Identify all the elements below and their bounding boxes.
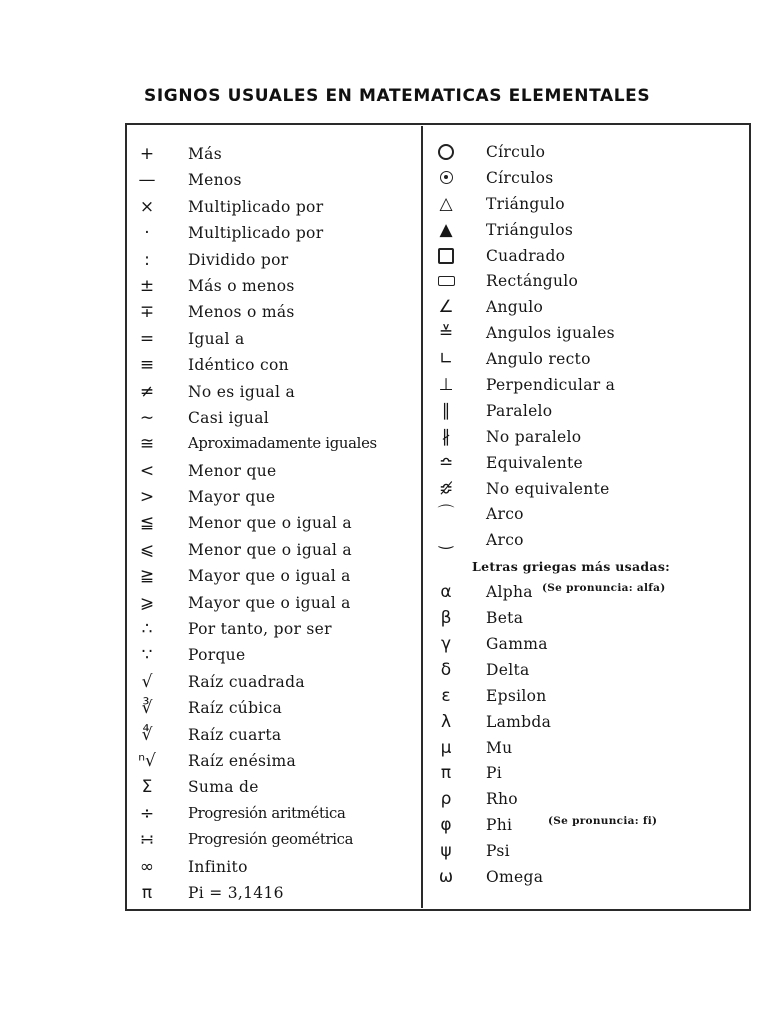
not-equal-icon: ≠ <box>139 381 155 402</box>
item-label: Beta <box>486 609 524 628</box>
psi-icon: ψ <box>440 841 452 862</box>
item-label: Raíz cuadrada <box>188 672 305 691</box>
item-label: Igual a <box>188 329 245 348</box>
item-label: Epsilon <box>486 686 547 705</box>
list-item <box>130 564 418 590</box>
item-label: No paralelo <box>486 427 582 446</box>
item-label: Arco <box>486 505 524 524</box>
item-label: Multiplicado por <box>188 224 324 243</box>
list-item <box>130 617 418 643</box>
omega-icon: ω <box>438 867 454 888</box>
list-item <box>428 761 746 787</box>
infinity-icon: ∞ <box>139 856 155 877</box>
item-label: No es igual a <box>188 382 296 401</box>
item-label: Círculo <box>486 143 546 161</box>
item-label: Menos o más <box>188 303 295 322</box>
colon-icon: : <box>144 249 150 270</box>
list-item <box>130 380 418 406</box>
item-label: Cuadrado <box>486 246 566 265</box>
list-item <box>130 881 418 907</box>
list-item <box>428 347 746 373</box>
item-label: Triángulo <box>486 194 565 213</box>
item-label: Mayor que <box>188 488 276 507</box>
list-item <box>428 787 746 813</box>
item-label: Idéntico con <box>188 356 289 375</box>
pi-icon: π <box>440 763 452 784</box>
item-label: Rho <box>486 790 518 809</box>
item-label: Menor que o igual a <box>188 540 352 559</box>
column-divider <box>421 126 423 908</box>
list-item <box>428 192 746 218</box>
list-item <box>428 451 746 477</box>
item-label: Angulo <box>486 298 544 317</box>
geometric-progression-icon: ∺ <box>139 830 155 851</box>
item-label: No equivalente <box>486 479 610 498</box>
item-label: Paralelo <box>486 401 553 420</box>
list-item <box>428 373 746 399</box>
list-item <box>428 658 746 684</box>
delta-icon: δ <box>440 659 452 680</box>
list-item <box>428 218 746 244</box>
list-item <box>130 432 418 458</box>
list-item <box>130 591 418 617</box>
item-label: Infinito <box>188 857 248 876</box>
epsilon-icon: ε <box>441 685 451 706</box>
greater-equal-icon: ≧ <box>139 566 155 587</box>
list-item <box>130 802 418 828</box>
item-label: Phi <box>486 816 513 835</box>
alpha-icon: α <box>440 582 452 603</box>
list-item <box>130 327 418 353</box>
circles-icon <box>428 166 464 190</box>
item-label: Más <box>188 145 222 163</box>
pi-icon: π <box>141 882 153 903</box>
item-label: Raíz cuarta <box>188 725 282 744</box>
item-label: Suma de <box>188 778 259 797</box>
gamma-icon: γ <box>440 634 452 655</box>
item-label: Mayor que o igual a <box>188 593 351 612</box>
item-label: Rectángulo <box>486 272 579 291</box>
list-item <box>130 643 418 669</box>
item-label: Raíz enésima <box>188 751 297 770</box>
item-label: Angulos iguales <box>486 324 615 343</box>
list-item <box>130 221 418 247</box>
list-item <box>130 168 418 194</box>
perpendicular-icon: ⊥ <box>438 375 454 396</box>
item-label: Gamma <box>486 635 548 654</box>
list-item <box>428 166 746 192</box>
list-item <box>130 696 418 722</box>
item-label: Raíz cúbica <box>188 699 283 718</box>
list-item <box>130 353 418 379</box>
lambda-icon: λ <box>440 711 452 732</box>
item-label: Arco <box>486 531 524 550</box>
sigma-icon: Σ <box>141 777 153 798</box>
not-parallel-icon: ∦ <box>441 426 451 447</box>
equal-angles-icon: ≚ <box>438 323 454 344</box>
item-label: Psi <box>486 842 510 861</box>
triangles-icon: ▲ <box>439 219 453 240</box>
arc-lower-icon: ‿ <box>439 530 453 551</box>
beta-icon: β <box>440 608 452 629</box>
less-equal-icon: ≦ <box>139 513 155 534</box>
list-item <box>428 580 746 606</box>
list-item <box>130 274 418 300</box>
list-item <box>428 425 746 451</box>
item-label: Por tanto, por ser <box>188 620 332 639</box>
rho-icon: ρ <box>440 789 452 810</box>
less-than-icon: < <box>139 460 155 481</box>
item-label: Círculos <box>486 168 554 187</box>
list-item <box>130 142 418 168</box>
list-item <box>130 828 418 854</box>
list-item <box>130 485 418 511</box>
pronunciation-note: (Se pronuncia: fi) <box>548 815 658 828</box>
minus-icon: — <box>138 170 156 191</box>
item-label: Mayor que o igual a <box>188 567 351 586</box>
item-label: Multiplicado por <box>188 197 324 216</box>
item-label: Progresión geométrica <box>188 831 354 849</box>
item-label: Aproximadamente iguales <box>188 435 377 453</box>
list-item <box>428 684 746 710</box>
right-angle-icon: ∟ <box>438 349 454 370</box>
angle-icon: ∠ <box>438 297 454 318</box>
list-item <box>130 248 418 274</box>
list-item <box>428 736 746 762</box>
list-item <box>428 321 746 347</box>
item-label: Omega <box>486 868 544 887</box>
item-label: Perpendicular a <box>486 376 616 395</box>
phi-icon: φ <box>440 815 452 836</box>
tilde-icon: ∼ <box>139 407 155 428</box>
less-equal-slanted-icon: ⩽ <box>139 539 155 560</box>
circle-icon <box>428 140 464 164</box>
item-label: Equivalente <box>486 453 583 472</box>
arc-icon: ⌒ <box>437 504 455 525</box>
list-item <box>130 775 418 801</box>
list-item <box>428 865 746 891</box>
approx-equal-icon: ≅ <box>139 434 155 455</box>
item-label: Pi = 3,1416 <box>188 883 284 902</box>
item-label: Alpha <box>486 583 533 602</box>
square-root-icon: √ <box>141 671 153 692</box>
list-item <box>428 632 746 658</box>
list-item <box>130 538 418 564</box>
pronunciation-note: (Se pronuncia: alfa) <box>542 582 666 595</box>
left-column <box>130 142 418 907</box>
list-item <box>130 855 418 881</box>
list-item <box>130 670 418 696</box>
list-item <box>428 710 746 736</box>
page-title: SIGNOS USUALES EN MATEMATICAS ELEMENTALES <box>144 86 651 106</box>
item-label: Casi igual <box>188 408 269 427</box>
arithmetic-progression-icon: ÷ <box>139 803 155 824</box>
minus-plus-icon: ∓ <box>139 302 155 323</box>
cube-root-icon: ∛ <box>141 698 153 719</box>
list-item <box>130 195 418 221</box>
identical-icon: ≡ <box>139 355 155 376</box>
list-item <box>428 269 746 295</box>
item-label: Menos <box>188 171 242 190</box>
list-item <box>428 813 746 839</box>
list-item <box>130 406 418 432</box>
item-label: Mu <box>486 738 513 757</box>
not-equivalent-icon: ≎̸ <box>438 478 454 499</box>
list-item <box>428 140 746 166</box>
rectangle-icon <box>428 269 464 293</box>
therefore-icon: ∴ <box>141 619 153 640</box>
nth-root-icon: ⁿ√ <box>138 750 156 771</box>
plus-minus-icon: ± <box>139 275 155 296</box>
times-icon: × <box>139 196 155 217</box>
equivalent-icon: ≏ <box>438 452 454 473</box>
list-item <box>130 723 418 749</box>
item-label: Delta <box>486 660 530 679</box>
item-label: Lambda <box>486 712 552 731</box>
list-item <box>428 244 746 270</box>
list-item <box>428 528 746 554</box>
item-label: Porque <box>188 646 246 665</box>
item-label: Menor que <box>188 461 277 480</box>
list-item <box>130 300 418 326</box>
list-item <box>130 459 418 485</box>
because-icon: ∵ <box>141 645 153 666</box>
equals-icon: = <box>139 328 155 349</box>
list-item <box>428 399 746 425</box>
greek-heading: Letras griegas más usadas: <box>472 559 671 575</box>
dot-icon: · <box>144 223 150 244</box>
triangle-icon: △ <box>439 193 453 214</box>
list-item <box>130 749 418 775</box>
parallel-icon: ∥ <box>441 400 451 421</box>
list-item <box>428 606 746 632</box>
list-item <box>428 295 746 321</box>
list-item <box>428 839 746 865</box>
item-label: Dividido por <box>188 250 289 269</box>
item-label: Más o menos <box>188 276 295 295</box>
greater-equal-slanted-icon: ⩾ <box>139 592 155 613</box>
item-label: Triángulos <box>486 220 574 239</box>
list-item <box>130 511 418 537</box>
square-icon <box>428 244 464 268</box>
item-label: Progresión aritmética <box>188 804 346 822</box>
plus-icon: + <box>139 144 155 164</box>
list-item <box>428 477 746 503</box>
item-label: Pi <box>486 764 502 783</box>
list-item <box>428 502 746 528</box>
right-column <box>428 140 746 891</box>
item-label: Angulo recto <box>486 350 591 369</box>
item-label: Menor que o igual a <box>188 514 352 533</box>
mu-icon: μ <box>440 737 452 758</box>
fourth-root-icon: ∜ <box>141 724 153 745</box>
greater-than-icon: > <box>139 487 155 508</box>
